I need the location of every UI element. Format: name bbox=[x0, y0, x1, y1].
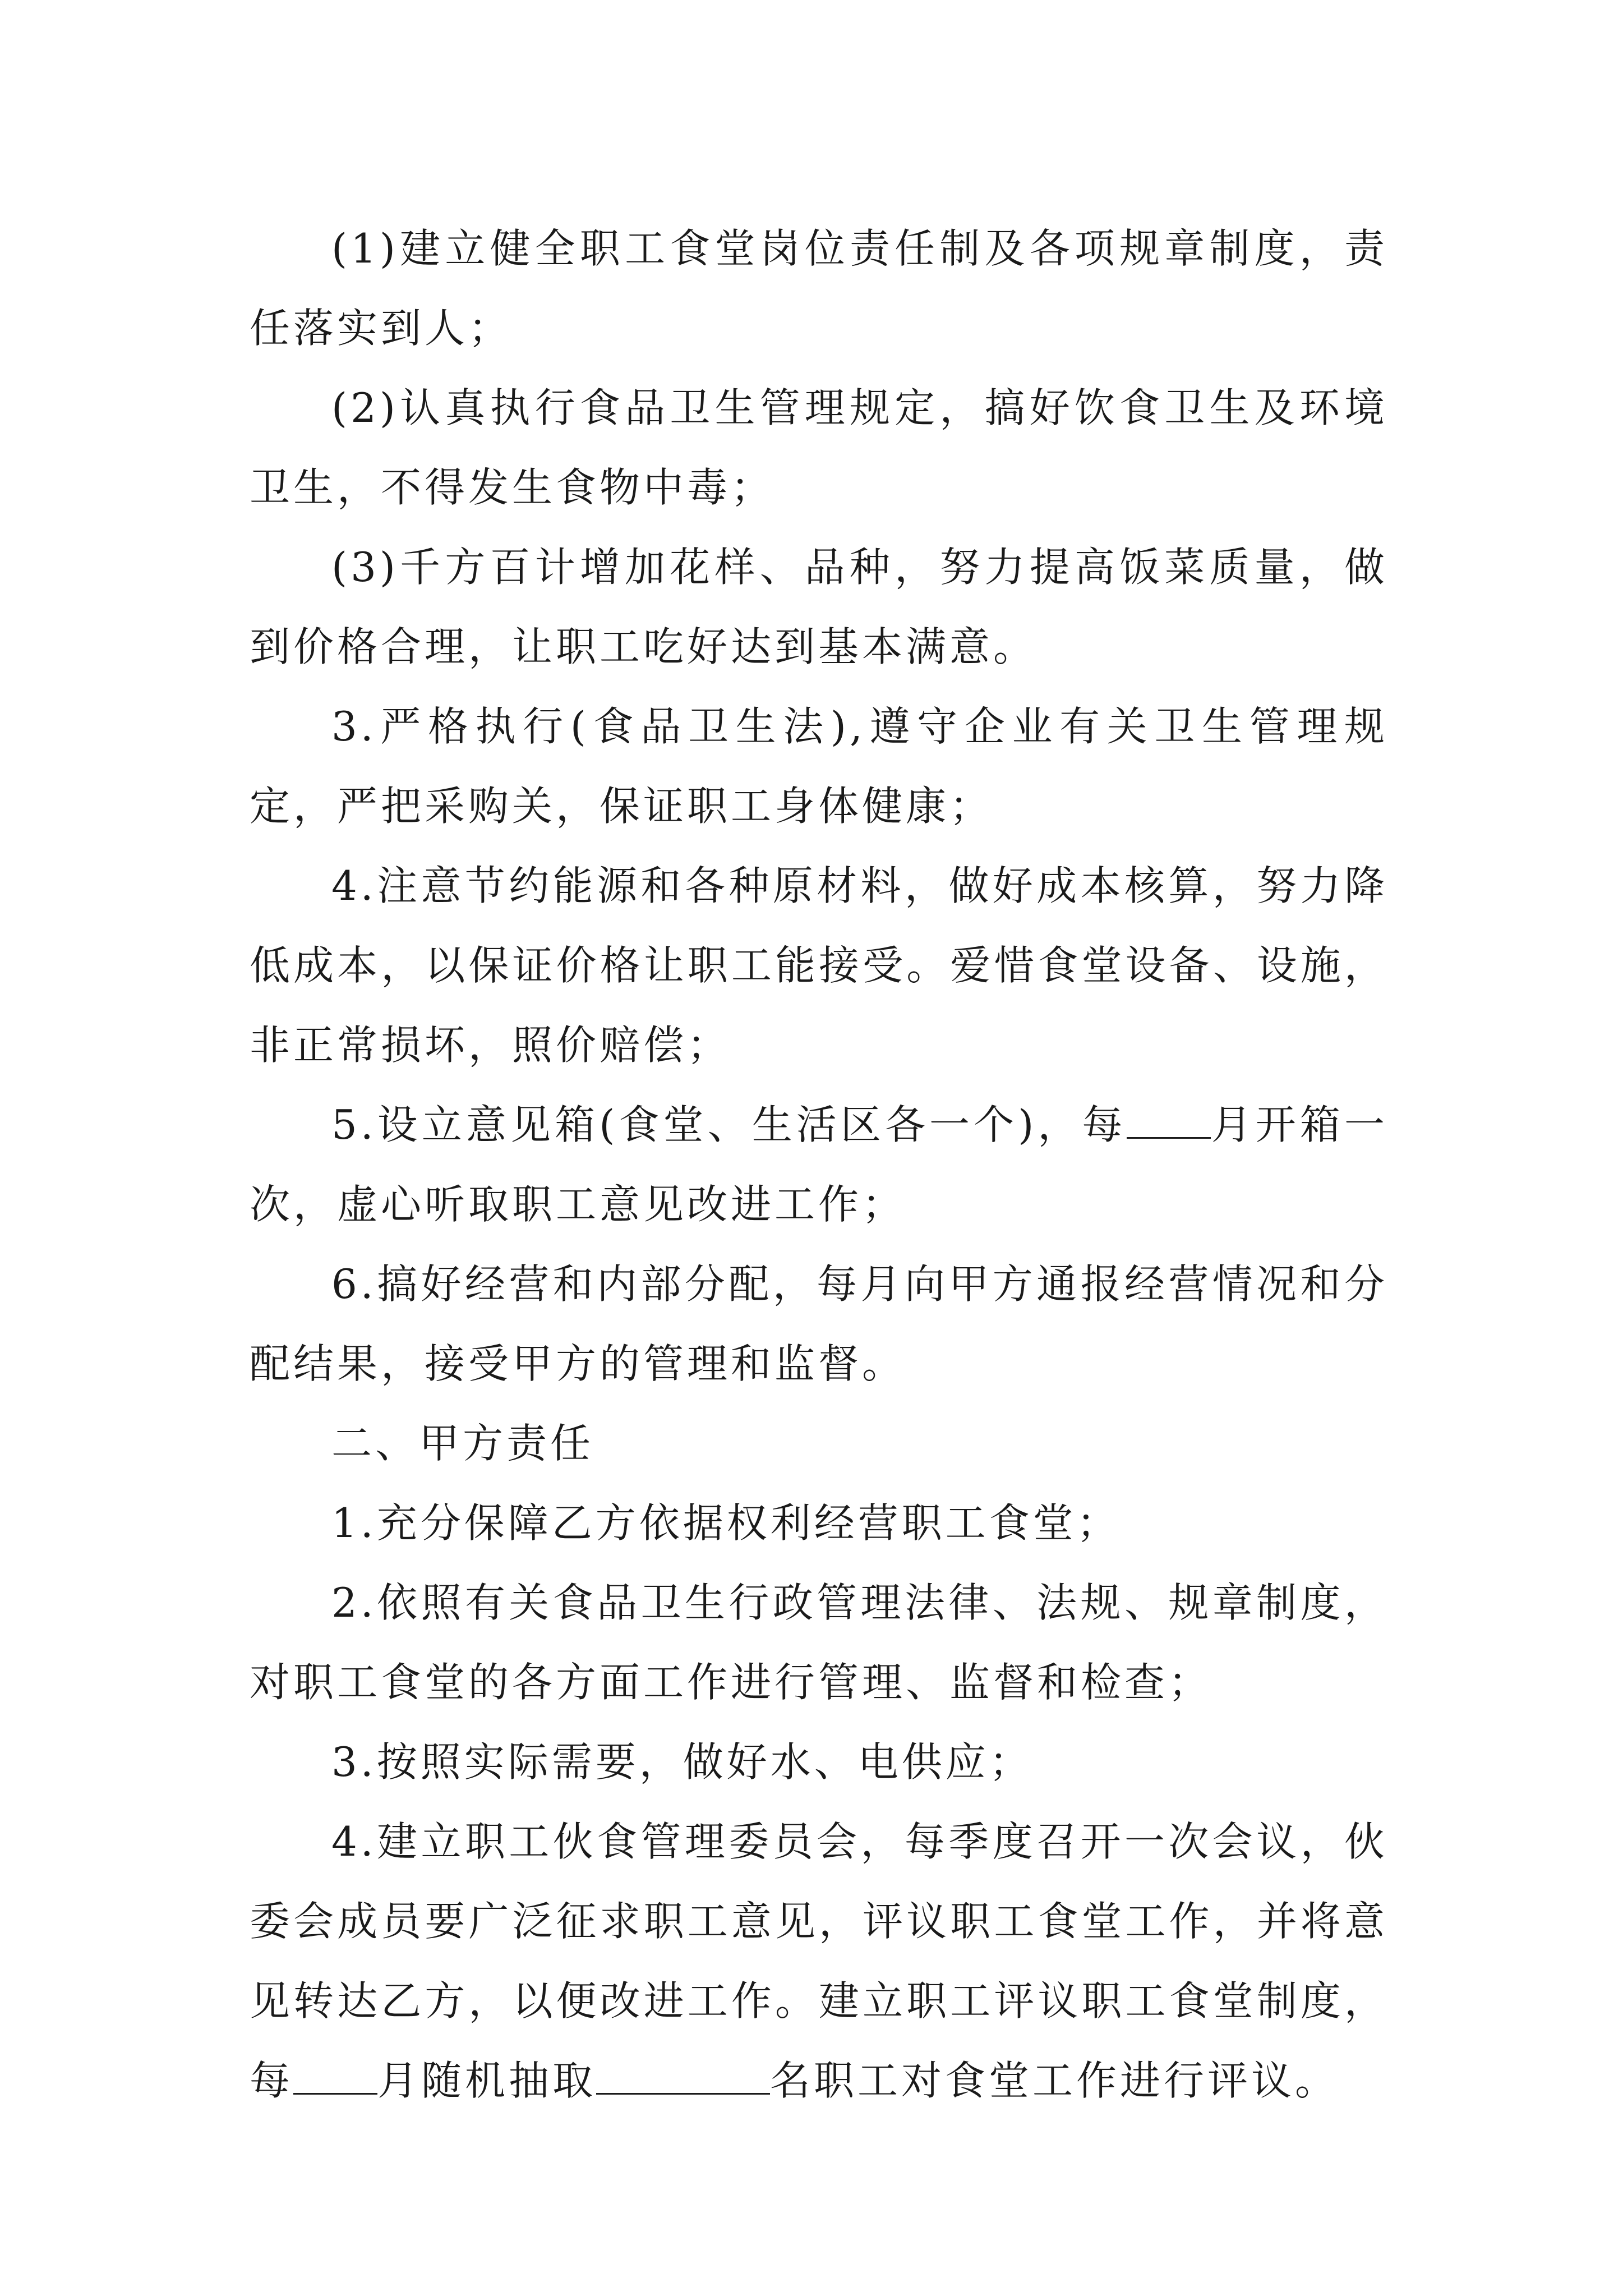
paragraph-6 bbox=[250, 1085, 1388, 1244]
paragraph-12 bbox=[250, 1802, 1388, 2120]
paragraph-7: 6.搞好经营和内部分配，每月向甲方通报经营情况和分配结果，接受甲方的管理和监督。 bbox=[250, 1260, 1388, 1387]
paragraph-1: (1)建立健全职工食堂岗位责任制及各项规章制度，责任落实到人； bbox=[250, 225, 1388, 352]
paragraph-12-text-start: 4.建立职工伙食管理委员会，每季度召开一次会议，伙委会成员要广泛征求职工意见，评议职工食堂工作，并将意见转达乙方，以便改进工作。建立职工评议职工食堂制度，每 bbox=[250, 1818, 1388, 2104]
paragraph-6-text-end: 月开箱一次，虚心听取职工意见改进工作； bbox=[250, 1101, 1388, 1228]
paragraph-12-text-end: 名职工对食堂工作进行评议。 bbox=[770, 2057, 1339, 2104]
paragraph-3: (3)千方百计增加花样、品种，努力提高饭菜质量，做到价格合理，让职工吃好达到基本满意。 bbox=[250, 544, 1388, 670]
fill-in-blank-employee-count[interactable] bbox=[596, 2058, 770, 2095]
section-heading-party-a: 二、甲方责任 bbox=[331, 1420, 594, 1467]
fill-in-blank-months[interactable] bbox=[1127, 1102, 1211, 1139]
paragraph-2: (2)认真执行食品卫生管理规定，搞好饮食卫生及环境卫生，不得发生食物中毒； bbox=[250, 384, 1388, 511]
document-body bbox=[250, 209, 1388, 2120]
paragraph-12-text-middle: 月随机抽取 bbox=[377, 2057, 597, 2104]
paragraph-9: 1.充分保障乙方依据权利经营职工食堂； bbox=[331, 1499, 1121, 1547]
paragraph-4: 3.严格执行(食品卫生法),遵守企业有关卫生管理规定，严把采购关，保证职工身体健康； bbox=[250, 703, 1388, 830]
fill-in-blank-review-months[interactable] bbox=[293, 2058, 377, 2095]
paragraph-5: 4.注意节约能源和各种原材料，做好成本核算，努力降低成本，以保证价格让职工能接受。爱惜食堂设备、设施，非正常损坏，照价赔偿； bbox=[250, 862, 1388, 1069]
paragraph-10: 2.依照有关食品卫生行政管理法律、法规、规章制度，对职工食堂的各方面工作进行管理、监督和检查； bbox=[250, 1579, 1388, 1706]
paragraph-11: 3.按照实际需要，做好水、电供应； bbox=[331, 1738, 1033, 1786]
paragraph-6-text-start: 5.设立意见箱(食堂、生活区各一个)，每 bbox=[331, 1101, 1127, 1148]
